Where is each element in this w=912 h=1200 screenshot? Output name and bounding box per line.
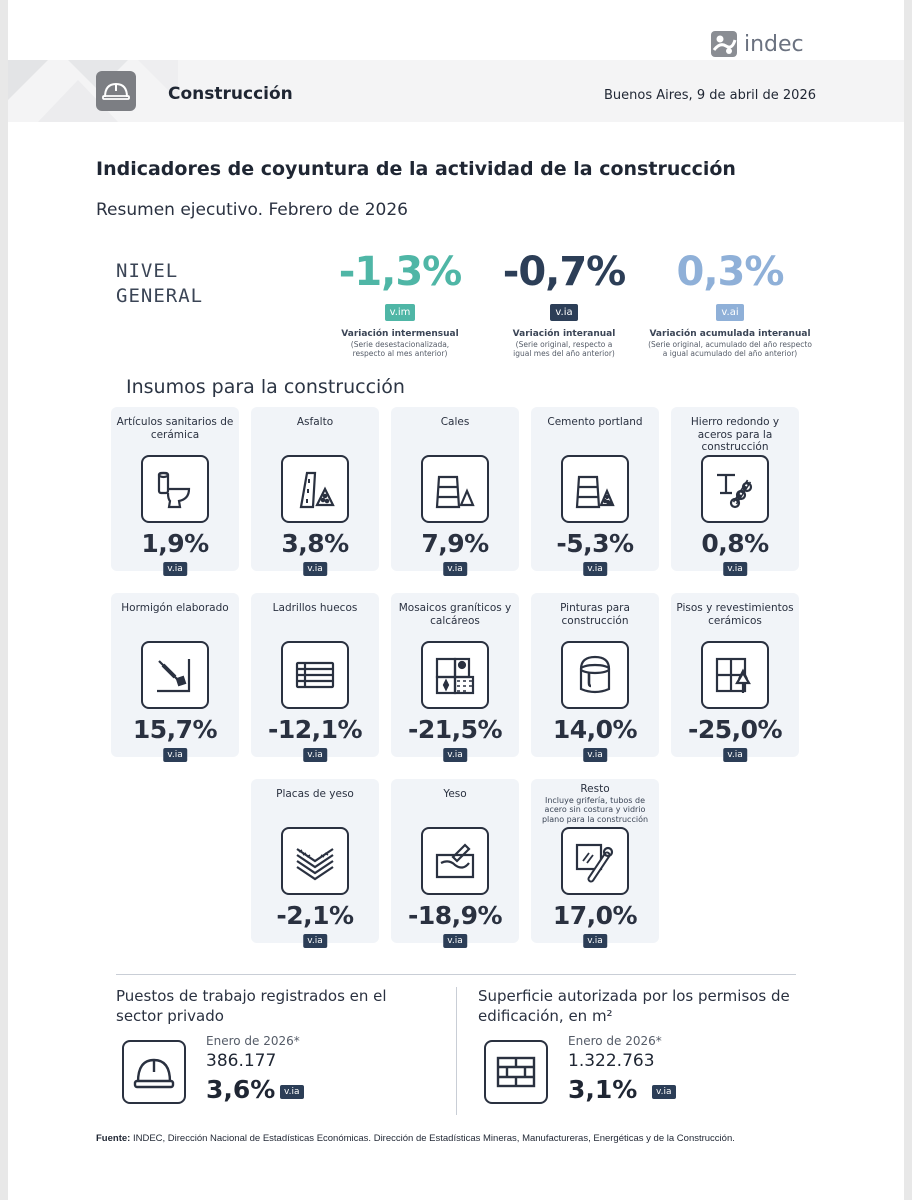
insumo-card-resto (531, 779, 659, 946)
kpi-note: (Serie original, respecto a (515, 340, 613, 349)
insumo-badge: v.ia (163, 562, 187, 576)
kpi-badge: v.im (385, 304, 416, 321)
hard-hat-icon (96, 71, 136, 111)
insumo-note: Incluye grifería, tubos de acero sin costura y vidrio plano para la construcción (541, 795, 649, 824)
column-divider (456, 987, 457, 1115)
insumo-name: Ladrillos huecos (272, 602, 358, 614)
kpi-label: Variación intermensual (341, 329, 459, 339)
insumo-badge: v.ia (303, 748, 327, 762)
kpi-intermensual (315, 248, 485, 358)
insumo-value: 1,9% (141, 529, 209, 558)
insumo-value: 15,7% (132, 715, 218, 744)
empleo-title: Puestos de trabajo registrados en el sector privado (116, 987, 387, 1025)
insumo-card-pisos (671, 593, 799, 760)
insumo-badge: v.ia (583, 748, 607, 762)
source-text: INDEC, Dirección Nacional de Estadísticas Económicas. Dirección de Estadísticas Mineras, Manufactureras, Energéticas y de la Construcción. (130, 1133, 735, 1144)
nivel-label-line2: GENERAL (116, 285, 204, 307)
insumo-badge: v.ia (723, 748, 747, 762)
insumo-badge: v.ia (303, 934, 327, 948)
insumo-card-cemento (531, 407, 659, 574)
insumo-value: 3,8% (281, 529, 349, 558)
steel-icon (701, 455, 769, 523)
hard-hat-icon (122, 1040, 186, 1104)
indec-logo-text: indec (744, 31, 804, 57)
insumo-name (533, 783, 657, 824)
source-label: Fuente: (96, 1133, 131, 1144)
insumo-value: 7,9% (421, 529, 489, 558)
kpi-badge: v.ia (550, 304, 577, 321)
kpi-note: a igual acumulado del año anterior) (662, 349, 798, 358)
insumo-card-asfalto (251, 407, 379, 574)
gypsum-icon (421, 827, 489, 895)
insumo-value: -25,0% (687, 715, 783, 744)
empleo-period: Enero de 2026* (206, 1034, 300, 1048)
cement-bags-icon (561, 455, 629, 523)
section-divider (116, 974, 796, 975)
toilet-icon (141, 455, 209, 523)
insumo-name-text: Resto (580, 783, 610, 795)
kpi-acumulada (645, 248, 815, 358)
mosaic-icon (421, 641, 489, 709)
insumo-name: Artículos sanitarios de cerámica (116, 416, 234, 441)
empleo-pct: 3,6% (206, 1075, 276, 1104)
kpi-note: (Serie desestacionalizada, (350, 340, 450, 349)
kpi-note: (Serie original, acumulado del año respecto (648, 340, 812, 349)
header-pattern (8, 60, 178, 122)
insumo-value: 0,8% (701, 529, 769, 558)
insumo-value: 14,0% (552, 715, 638, 744)
empleo-value: 386.177 (206, 1051, 277, 1071)
section-title: Construcción (168, 84, 293, 104)
kpi-value: -1,3% (338, 249, 462, 295)
report-page (8, 0, 904, 1200)
insumo-card-cales (391, 407, 519, 574)
insumo-value: -21,5% (407, 715, 503, 744)
plasterboard-icon (281, 827, 349, 895)
insumo-name: Cemento portland (547, 416, 643, 428)
brick-wall-icon (484, 1040, 548, 1104)
superficie-badge: v.ia (652, 1085, 676, 1099)
nivel-general-label (116, 259, 203, 309)
page-subtitle: Resumen ejecutivo. Febrero de 2026 (96, 200, 408, 220)
insumo-name: Placas de yeso (276, 788, 354, 800)
insumo-value: -5,3% (556, 529, 634, 558)
insumos-title: Insumos para la construcción (126, 376, 405, 398)
empleo-badge: v.ia (280, 1085, 304, 1099)
insumo-badge: v.ia (443, 748, 467, 762)
insumo-value: -18,9% (407, 901, 503, 930)
indec-logo-icon (710, 30, 738, 58)
kpi-label: Variación interanual (512, 329, 616, 339)
ceramic-tiles-icon (701, 641, 769, 709)
insumo-value: 17,0% (552, 901, 638, 930)
kpi-note: respecto al mes anterior) (352, 349, 448, 358)
faucet-glass-icon (561, 827, 629, 895)
kpi-interanual (479, 248, 649, 358)
kpi-badge: v.ai (716, 304, 743, 321)
insumo-value: -12,1% (267, 715, 363, 744)
insumo-badge: v.ia (583, 934, 607, 948)
insumo-badge: v.ia (303, 562, 327, 576)
hollow-brick-icon (281, 641, 349, 709)
insumo-name: Yeso (443, 788, 467, 800)
superficie-pct: 3,1% (568, 1075, 638, 1104)
report-date: Buenos Aires, 9 de abril de 2026 (603, 88, 816, 103)
concrete-trowel-icon (141, 641, 209, 709)
kpi-value: 0,3% (676, 249, 784, 295)
paint-bucket-icon (561, 641, 629, 709)
insumo-name: Asfalto (296, 416, 334, 428)
asphalt-icon (281, 455, 349, 523)
insumo-name: Pinturas para construcción (560, 602, 630, 627)
superficie-period: Enero de 2026* (568, 1034, 662, 1048)
insumo-card-mosaicos (391, 593, 519, 760)
superficie-title: Superficie autorizada por los permisos de edificación, en m² (478, 987, 790, 1025)
insumo-card-placas (251, 779, 379, 946)
insumo-name: Mosaicos graníticos y calcáreos (398, 602, 512, 627)
insumo-badge: v.ia (163, 748, 187, 762)
insumo-name: Hormigón elaborado (121, 602, 229, 614)
insumo-name: Hierro redondo y aceros para la construcción (690, 416, 780, 453)
insumo-card-ladrillos (251, 593, 379, 760)
superficie-value: 1.322.763 (568, 1051, 655, 1071)
kpi-value: -0,7% (502, 249, 626, 295)
page-title: Indicadores de coyuntura de la actividad de la construcción (96, 158, 736, 180)
insumo-name: Cales (440, 416, 470, 428)
insumo-badge: v.ia (443, 562, 467, 576)
indec-logo (710, 30, 804, 58)
insumo-card-hierro (671, 407, 799, 574)
insumo-badge: v.ia (723, 562, 747, 576)
kpi-note: igual mes del año anterior) (513, 349, 615, 358)
insumo-card-sanitarios (111, 407, 239, 574)
insumo-card-pinturas (531, 593, 659, 760)
insumo-card-yeso (391, 779, 519, 946)
insumo-badge: v.ia (583, 562, 607, 576)
source-note (96, 1133, 735, 1144)
insumo-name: Pisos y revestimientos cerámicos (676, 602, 794, 627)
nivel-label-line1: NIVEL (116, 260, 179, 282)
kpi-label: Variación acumulada interanual (649, 329, 811, 339)
insumo-card-hormigon (111, 593, 239, 760)
insumo-badge: v.ia (443, 934, 467, 948)
lime-bags-icon (421, 455, 489, 523)
insumo-value: -2,1% (276, 901, 354, 930)
